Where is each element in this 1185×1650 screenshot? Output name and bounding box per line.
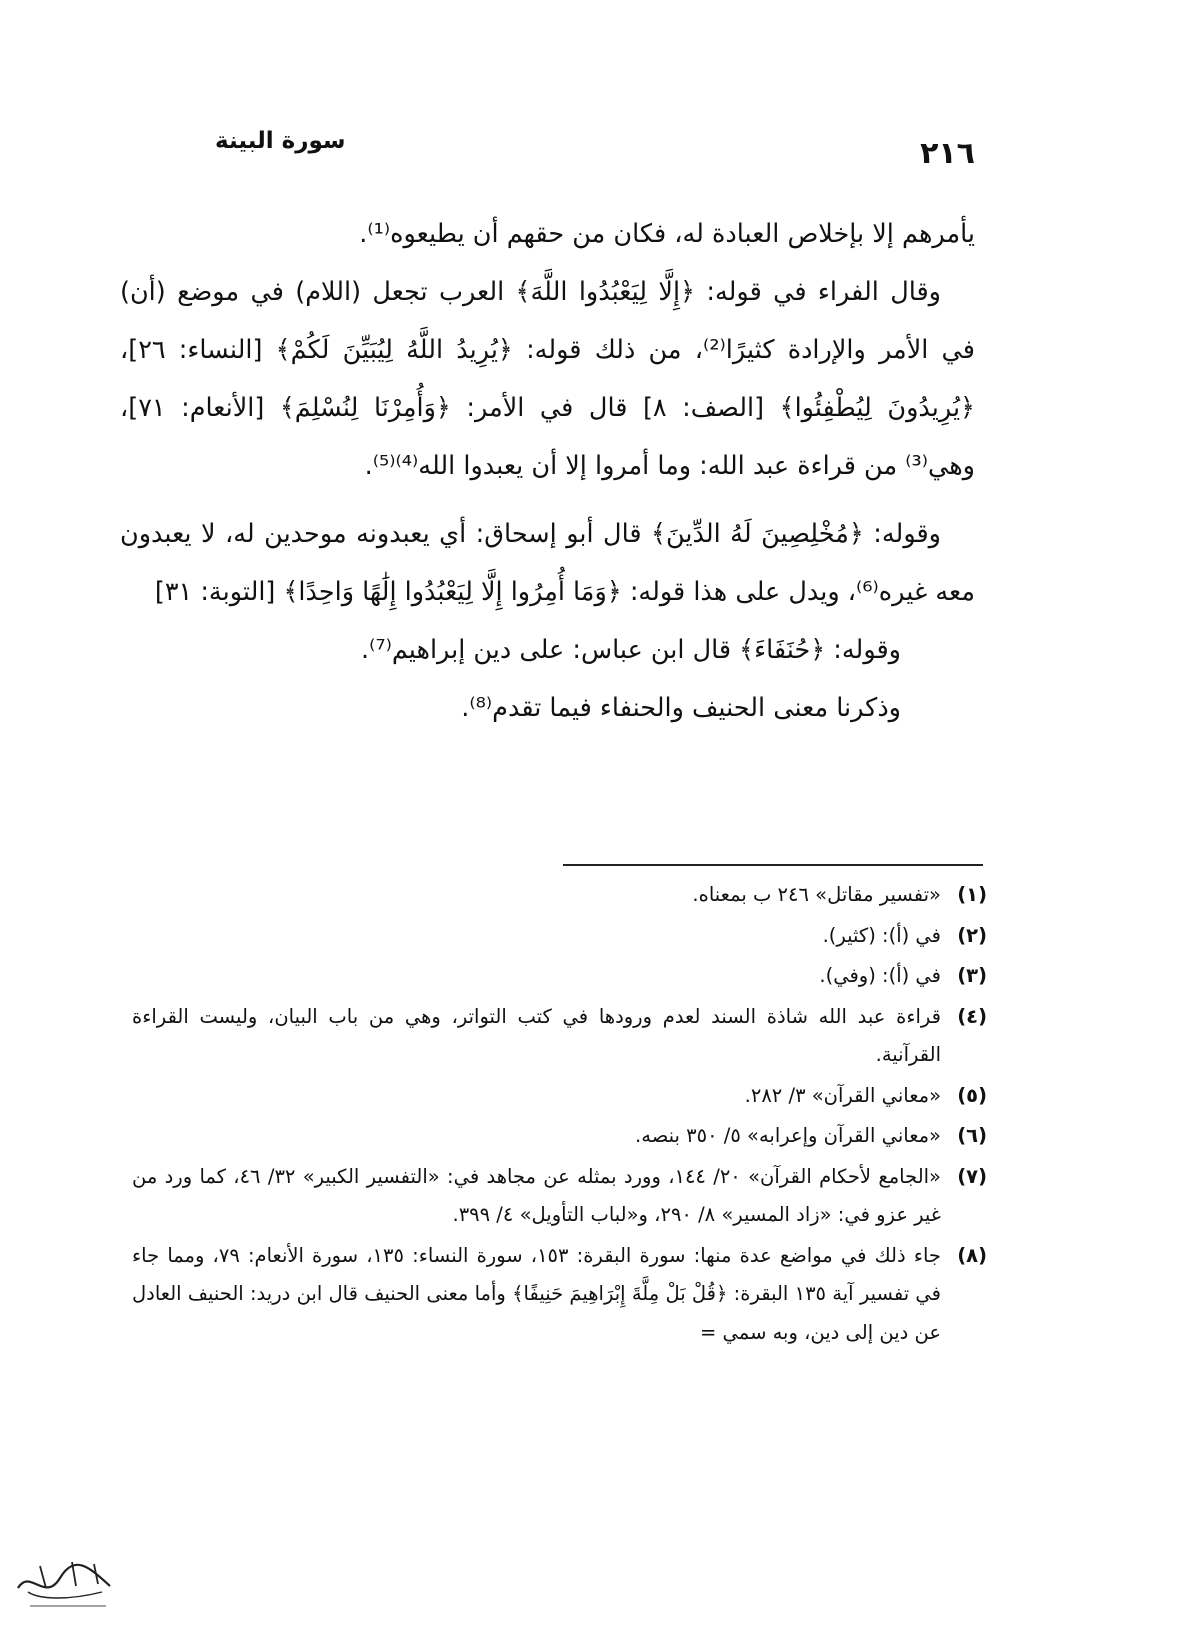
footnote-number: (٢) [957, 923, 987, 947]
paragraph-4: وقوله: ﴿حُنَفَاءَ﴾ قال ابن عباس: على دين إبراهيم⁽⁷⁾. [360, 635, 901, 665]
footnote-text: «معاني القرآن» ٣/ ٢٨٢. [744, 1083, 941, 1107]
footnote-number: (٥) [957, 1083, 987, 1107]
page-number: ٢١٦ [920, 136, 975, 171]
paragraph-5: وذكرنا معنى الحنيف والحنفاء فيما تقدم⁽⁸⁾. [461, 693, 901, 723]
footnotes [132, 876, 987, 1352]
footnote-number: (٧) [957, 1164, 987, 1188]
paragraph-2: وقال الفراء في قوله: ﴿إِلَّا لِيَعْبُدُوا اللَّهَ﴾ العرب تجعل (اللام) في موضع (أن) في الأمر والإرادة كثيرًا⁽²⁾، من ذلك قوله: ﴿يُرِيدُ اللَّهُ لِيُبَيِّنَ لَكُمْ﴾ [النساء: ٢٦]، ﴿يُرِيدُونَ لِيُطْفِئُوا﴾ [الصف: ٨] قال في الأمر: ﴿وَأُمِرْنَا لِنُسْلِمَ﴾ [الأنعام: ٧١]، وهي⁽³⁾ من قراءة عبد الله: وما أمروا إلا أن يعبدوا الله⁽⁴⁾⁽⁵⁾. [120, 277, 975, 481]
footnote [132, 957, 987, 996]
footnote-text: قراءة عبد الله شاذة السند لعدم ورودها في كتب التواتر، وهي من باب البيان، وليست القراءة القرآنية. [132, 1004, 941, 1066]
footnote [132, 1158, 987, 1235]
footnote-text: «الجامع لأحكام القرآن» ٢٠/ ١٤٤، وورد بمثله عن مجاهد في: «التفسير الكبير» ٣٢/ ٤٦، كما ورد من غير عزو في: «زاد المسير» ٨/ ٢٩٠، و«لباب التأويل» ٤/ ٣٩٩. [132, 1164, 941, 1226]
footnote-number: (٦) [957, 1124, 987, 1147]
footnote [132, 998, 987, 1075]
paragraph-1: يأمرهم إلا بإخلاص العبادة له، فكان من حقهم أن يطيعوه⁽¹⁾. [359, 219, 975, 249]
main-text [120, 205, 975, 737]
footnote-text: في (أ): (كثير). [822, 923, 941, 947]
footnote [132, 876, 987, 915]
page-header [215, 128, 975, 178]
footnote-text: جاء ذلك في مواضع عدة منها: سورة البقرة: ١٥٣، سورة النساء: ١٣٥، سورة الأنعام: ٧٩، ومما جاء في تفسير آية ١٣٥ البقرة: ﴿قُلْ بَلْ مِلَّةَ إِبْرَاهِيمَ حَنِيفًا﴾ وأما معنى الحنيف قال ابن دريد: الحنيف العادل عن دين إلى دين، وبه سمي = [132, 1243, 941, 1344]
footnote [132, 1237, 987, 1353]
footnote [132, 1117, 987, 1156]
footnote-number: (١) [957, 883, 987, 906]
footnote-number: (٤) [957, 1004, 987, 1028]
surah-title: سورة البينة [215, 128, 346, 154]
footnote [132, 1077, 987, 1116]
paragraph-3: وقوله: ﴿مُخْلِصِينَ لَهُ الدِّينَ﴾ قال أبو إسحاق: أي يعبدونه موحدين له، لا يعبدون معه غيره⁽⁶⁾، ويدل على هذا قوله: ﴿وَمَا أُمِرُوا إِلَّا لِيَعْبُدُوا إِلَٰهًا وَاحِدًا﴾ [التوبة: ٣١] [120, 519, 975, 607]
footnote-number: (٣) [957, 964, 987, 987]
footnote-text: «معاني القرآن وإعرابه» ٥/ ٣٥٠ بنصه. [635, 1124, 941, 1147]
footnote-divider [563, 864, 983, 866]
footnote-text: «تفسير مقاتل» ٢٤٦ ب بمعناه. [692, 883, 941, 906]
footnote-text: في (أ): (وفي). [819, 964, 941, 987]
footnote [132, 917, 987, 956]
watermark-logo [10, 1548, 120, 1618]
footnote-number: (٨) [957, 1243, 987, 1267]
